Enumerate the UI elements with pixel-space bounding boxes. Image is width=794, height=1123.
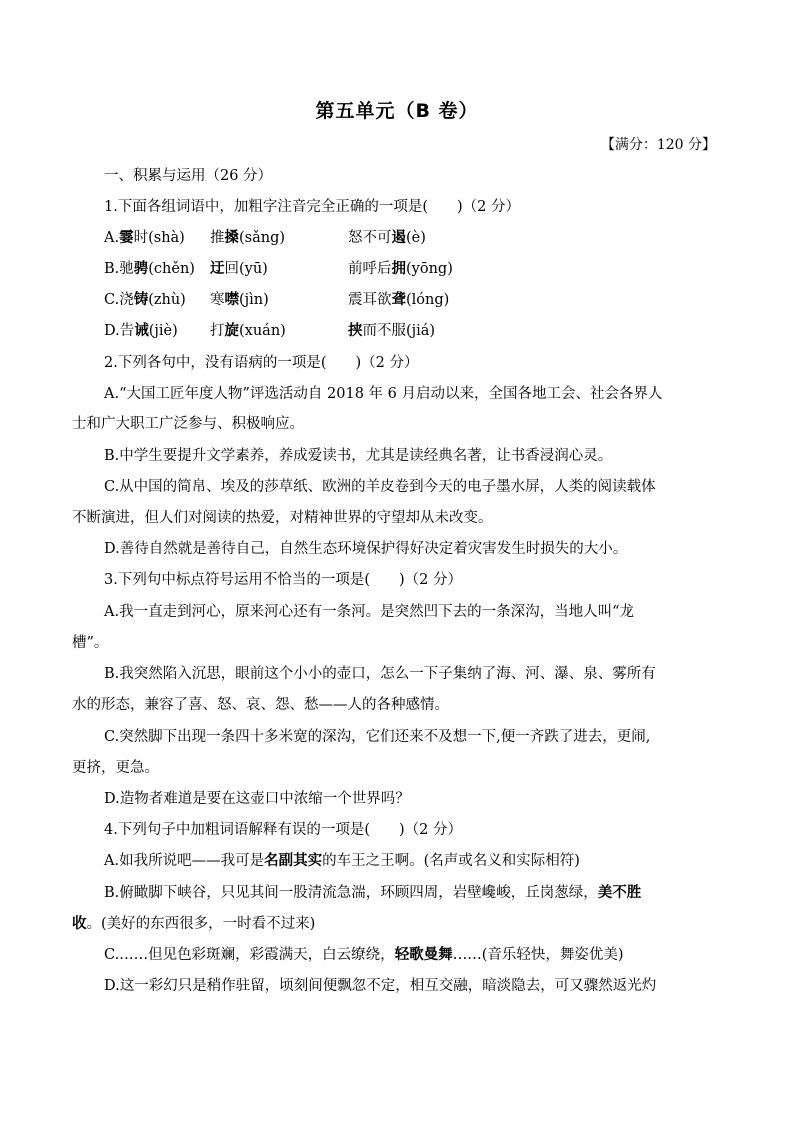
q4-stem: 4.下列句子中加粗词语解释有误的一项是( )（2 分）	[104, 822, 462, 838]
q3-option-c-cont: 更挤，更急。	[72, 760, 159, 776]
section-heading: 一、积累与运用（26 分）	[104, 168, 273, 184]
q2-option-b: B.中学生要提升文学素养，养成爱读书，尤其是读经典名著，让书香浸润心灵。	[104, 448, 613, 464]
q2-option-a: A.“大国工匠年度人物”评选活动自 2018 年 6 月启动以来，全国各地工会、社会各界人	[104, 386, 663, 402]
q2-stem: 2.下列各句中，没有语病的一项是( )（2 分）	[104, 355, 419, 371]
q1-option-c: C.浇铸(zhù) 寒噤(jìn) 震耳欲聋(lóng)	[104, 291, 450, 308]
q2-option-c-cont: 不断演进，但人们对阅读的热爱，对精神世界的守望却从未改变。	[72, 510, 493, 526]
q2-option-c: C.从中国的简帛、埃及的莎草纸、欧洲的羊皮卷到今天的电子墨水屏，人类的阅读载体	[104, 479, 656, 495]
q3-option-a: A.我一直走到河心，原来河心还有一条河。是突然凹下去的一条深沟，当地人叫“龙	[104, 604, 634, 620]
page-title: 第五单元（B 卷）	[315, 100, 479, 122]
q1-option-b: B.驰骋(chěn) 迂回(yū) 前呼后拥(yōng)	[104, 260, 453, 277]
q2-option-a-cont: 士和广大职工广泛参与、积极响应。	[72, 416, 304, 432]
q4-option-d: D.这一彩幻只是稍作驻留，顷刻间便飘忽不定，相互交融，暗淡隐去，可又骤然返光灼	[104, 978, 657, 994]
q4-option-b: B.俯瞰脚下峡谷，只见其间一股清流急湍，环顾四周，岩壁巉峻，丘岗葱绿，美不胜	[104, 884, 642, 901]
q1-stem: 1.下面各组词语中，加粗字注音完全正确的一项是( )（2 分）	[104, 199, 520, 215]
q2-option-d: D.善待自然就是善待自己，自然生态环境保护得好决定着灾害发生时损失的大小。	[104, 541, 628, 557]
q4-option-a: A.如我所说吧——我可是名副其实的车王之王啊。(名声或名义和实际相符)	[104, 852, 580, 869]
q4-option-b-cont: 收。(美好的东西很多，一时看不过来)	[72, 915, 316, 932]
full-score: 【满分：120 分】	[600, 137, 716, 153]
q3-stem: 3.下列句中标点符号运用不恰当的一项是( )（2 分）	[104, 572, 462, 588]
q3-option-c: C.突然脚下出现一条四十多米宽的深沟，它们还来不及想一下,便一齐跌了进去，更闹,	[104, 729, 651, 745]
q4-option-c: C.……但见色彩斑斓，彩霞满天，白云缭绕，轻歌曼舞……(音乐轻快，舞姿优美)	[104, 946, 624, 963]
q3-option-d: D.造物者难道是要在这壶口中浓缩一个世界吗？	[104, 791, 410, 807]
q1-option-d: D.告诫(jiè) 打旋(xuán) 挟而不服(jiá)	[104, 322, 436, 339]
q3-option-b-cont: 水的形态，兼容了喜、怒、哀、怨、愁——人的各种感情。	[72, 697, 449, 713]
q1-option-a: A.霎时(shà) 推搡(sǎng) 怒不可遏(è)	[104, 229, 426, 246]
q3-option-a-cont: 槽”。	[72, 635, 109, 651]
q3-option-b: B.我突然陷入沉思，眼前这个小小的壶口，怎么一下子集纳了海、河、瀑、泉、雾所有	[104, 666, 656, 682]
